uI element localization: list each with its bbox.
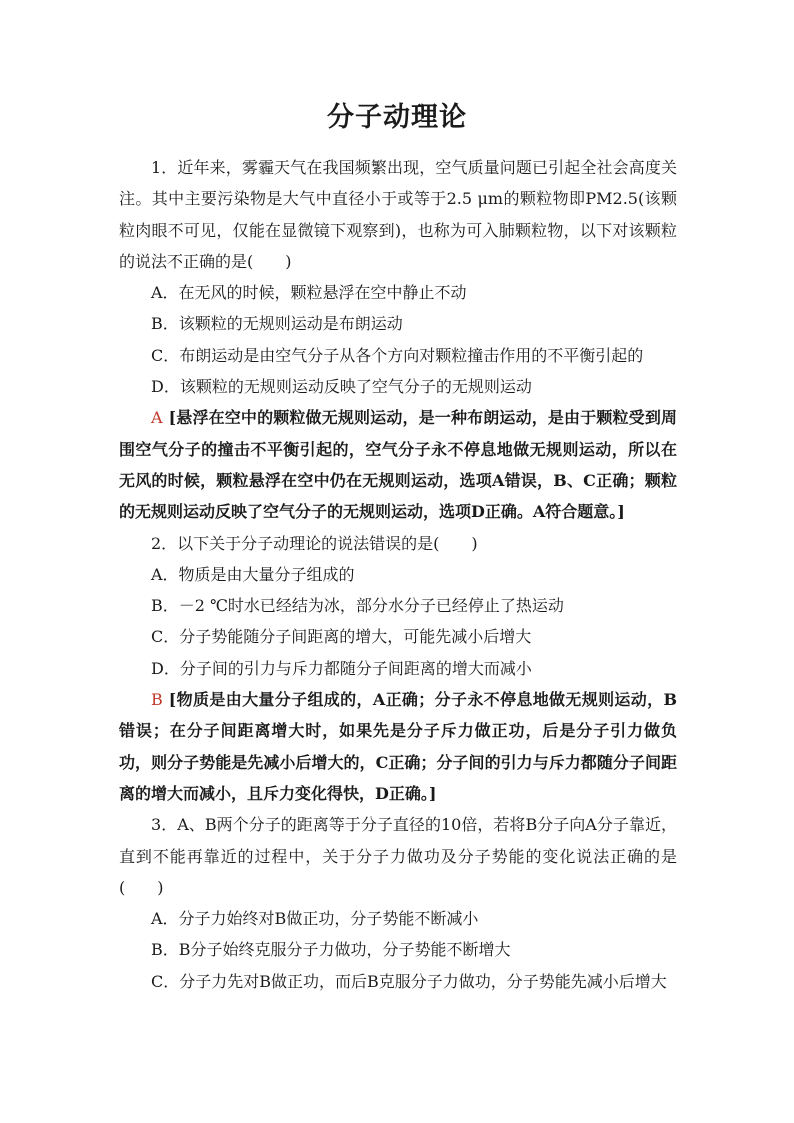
question-3-stem: 3．A、B两个分子的距离等于分子直径的10倍，若将B分子向A分子靠近，直到不能再靠近的过程中，关于分子力做功及分子势能的变化说法正确的是( ) [119, 815, 677, 897]
question-2-option-b: B．－2 ℃时水已经结为冰，部分水分子已经停止了热运动 [151, 596, 564, 616]
question-2-answer-letter: B [151, 690, 163, 710]
question-1-option-b: B．该颗粒的无规则运动是布朗运动 [151, 314, 403, 334]
question-2-explanation: [物质是由大量分子组成的，A正确；分子永不停息地做无规则运动，B错误；在分子间距离增大时，如果先是分子斥力做正功，后是分子引力做负功，则分子势能是先减小后增大的，C正确；分子间的引力与斥力都随分子间距离的增大而减小，且斥力变化得快，D正确。] [119, 690, 677, 803]
question-1-option-c: C．布朗运动是由空气分子从各个方向对颗粒撞击作用的不平衡引起的 [151, 345, 644, 365]
document-title: 分子动理论 [327, 102, 467, 133]
question-3-option-b: B．B分子始终克服分子力做功，分子势能不断增大 [151, 940, 511, 960]
question-1-explanation: [悬浮在空中的颗粒做无规则运动，是一种布朗运动，是由于颗粒受到周围空气分子的撞击不平衡引起的，空气分子永不停息地做无规则运动，所以在无风的时候，颗粒悬浮在空中仍在无规则运动，选项A错误，B、C正确；颗粒的无规则运动反映了空气分子的无规则运动，选项D正确。A符合题意。] [119, 408, 677, 522]
question-1-stem: 1．近年来，雾霾天气在我国频繁出现，空气质量问题已引起全社会高度关注。其中主要污染物是大气中直径小于或等于2.5 μm的颗粒物即PM2.5(该颗粒肉眼不可见，仅能在显微镜下观察到)，也称为可入肺颗粒物，以下对该颗粒的说法不正确的是( ) [119, 158, 677, 271]
question-1-answer-letter: A [151, 408, 163, 428]
question-1-option-d: D．该颗粒的无规则运动反映了空气分子的无规则运动 [151, 377, 532, 397]
question-2-option-a: A．物质是由大量分子组成的 [151, 564, 355, 584]
question-1-option-a: A．在无风的时候，颗粒悬浮在空中静止不动 [151, 283, 467, 303]
question-2-answer [119, 684, 677, 809]
question-1-answer [119, 402, 677, 527]
question-2-stem: 2．以下关于分子动理论的说法错误的是( ) [151, 533, 478, 553]
document-body [119, 152, 677, 997]
question-2-option-c: C．分子势能随分子间距离的增大，可能先减小后增大 [151, 627, 532, 647]
question-3-option-c: C．分子力先对B做正功，而后B克服分子力做功，分子势能先减小后增大 [151, 971, 667, 991]
question-2-option-d: D．分子间的引力与斥力都随分子间距离的增大而减小 [151, 658, 532, 678]
question-3-option-a: A．分子力始终对B做正功，分子势能不断减小 [151, 909, 479, 929]
